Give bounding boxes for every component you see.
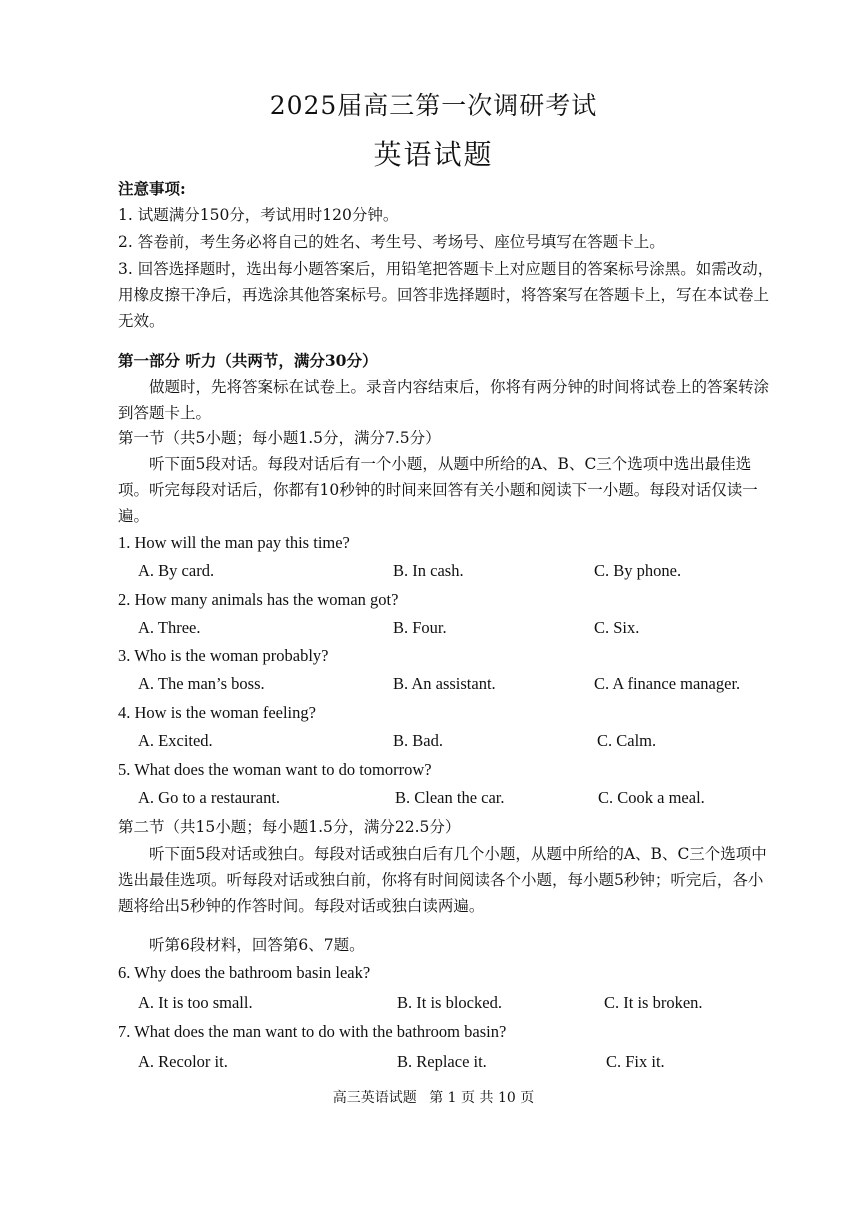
question-1-option-c: C. By phone.: [594, 561, 682, 580]
section2-material: 听第6段材料，回答第6、7题。: [149, 936, 365, 954]
question-2-stem: 2. How many animals has the woman got?: [118, 590, 399, 609]
question-6-stem: 6. Why does the bathroom basin leak?: [118, 963, 371, 982]
question-4-option-b: B. Bad.: [393, 731, 443, 750]
question-4-option-c: C. Calm.: [597, 731, 657, 750]
question-7-option-b: B. Replace it.: [397, 1052, 487, 1071]
question-6-option-c: C. It is broken.: [604, 993, 703, 1012]
question-5-option-b: B. Clean the car.: [395, 788, 505, 807]
question-6-option-b: B. It is blocked.: [397, 993, 502, 1012]
question-1-stem: 1. How will the man pay this time?: [118, 533, 350, 552]
question-1-option-a: A. By card.: [138, 561, 215, 580]
note-item-2: 2. 答卷前，考生务必将自己的姓名、考生号、考场号、座位号填写在答题卡上。: [118, 233, 665, 251]
page-footer: [0, 1087, 867, 1107]
exam-title: 2025届高三第一次调研考试: [269, 91, 598, 120]
exam-subject: 英语试题: [373, 138, 494, 171]
question-7-option-a: A. Recolor it.: [138, 1052, 228, 1071]
question-7-option-c: C. Fix it.: [606, 1052, 665, 1071]
question-2-option-b: B. Four.: [393, 618, 447, 637]
question-5-stem: 5. What does the woman want to do tomorrow?: [118, 760, 432, 779]
part1-instruction: 做题时，先将答案标在试卷上。录音内容结束后，你将有两分钟的时间将试卷上的答案转涂到答题卡上。: [118, 378, 770, 422]
section2-instruction: 听下面5段对话或独白。每段对话或独白后有几个小题，从题中所给的A、B、C三个选项中选出最佳选项。听每段对话或独白前，你将有时间阅读各个小题，每小题5秒钟；听完后，各小题将给出5秒钟的作答时间。每段对话或独白读两遍。: [118, 845, 767, 915]
question-3-option-a: A. The man’s boss.: [138, 674, 265, 693]
question-2-option-c: C. Six.: [594, 618, 640, 637]
footer-exam-name: 高三英语试题: [332, 1090, 417, 1106]
question-7-stem: 7. What does the man want to do with the bathroom basin?: [118, 1022, 507, 1041]
section1-instruction: 听下面5段对话。每段对话后有一个小题，从题中所给的A、B、C三个选项中选出最佳选项。听完每段对话后，你都有10秒钟的时间来回答有关小题和阅读下一小题。每段对话仅读一遍。: [118, 455, 758, 525]
question-4-option-a: A. Excited.: [138, 731, 213, 750]
question-3-option-c: C. A finance manager.: [594, 674, 741, 693]
note-item-1: 1. 试题满分150分，考试用时120分钟。: [118, 206, 399, 224]
question-1-option-b: B. In cash.: [393, 561, 464, 580]
question-5-option-c: C. Cook a meal.: [598, 788, 705, 807]
part1-heading: 第一部分 听力（共两节，满分30分）: [118, 351, 378, 370]
question-2-option-a: A. Three.: [138, 618, 201, 637]
notes-heading: 注意事项:: [118, 179, 186, 198]
note-item-3: 3. 回答选择题时，选出每小题答案后，用铅笔把答题卡上对应题目的答案标号涂黑。如需改动，用橡皮擦干净后，再选涂其他答案标号。回答非选择题时，将答案写在答题卡上，写在本试卷上无效。: [118, 260, 774, 330]
question-4-stem: 4. How is the woman feeling?: [118, 703, 316, 722]
section2-heading: 第二节（共15小题；每小题1.5分，满分22.5分）: [118, 818, 461, 836]
section1-heading: 第一节（共5小题；每小题1.5分，满分7.5分）: [118, 429, 441, 447]
question-6-option-a: A. It is too small.: [138, 993, 253, 1012]
question-3-option-b: B. An assistant.: [393, 674, 496, 693]
question-5-option-a: A. Go to a restaurant.: [138, 788, 281, 807]
question-3-stem: 3. Who is the woman probably?: [118, 646, 329, 665]
footer-page-number: 第 1 页 共 10 页: [429, 1090, 535, 1106]
